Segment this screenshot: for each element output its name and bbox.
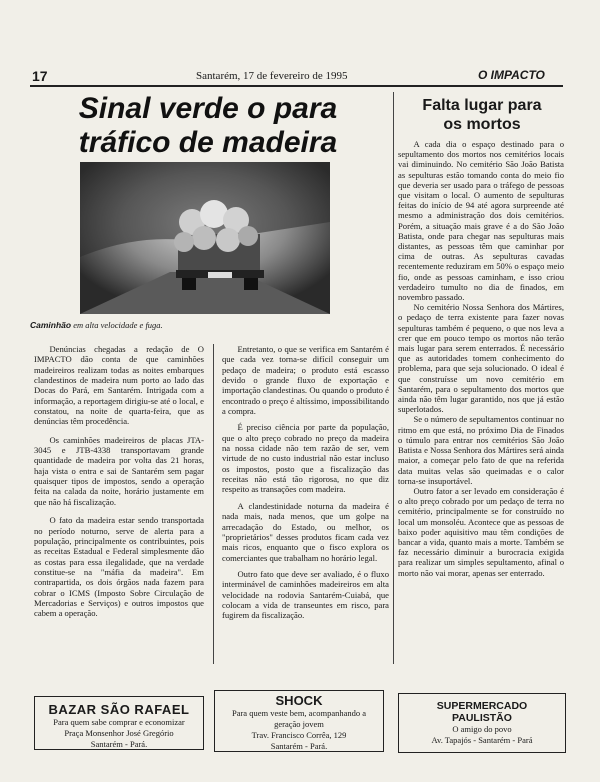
truck-photo (80, 162, 330, 314)
paragraph: Entretanto, o que se verifica em Santarém é que cada vez torna-se difícil conseguir um pedaço de madeira; o produto está escasso devido o grande fluxo de exportação e importação clandestinas. Ou quando o produto é encontrado o preço é altíssimo, impossibilitando a compra. (222, 344, 389, 417)
column-divider (393, 92, 394, 664)
ad-line: Para quem sabe comprar e economizar (53, 717, 185, 727)
side-headline (398, 96, 566, 134)
photo-caption-rest: em alta velocidade e fuga. (73, 320, 163, 330)
ad-line: Praça Monsenhor José Gregório (64, 728, 174, 738)
paragraph: Outro fato que deve ser avaliado, é o fluxo interminável de caminhões madeireiros em alta velocidade na rodovia Santarém-Cuiabá, que colocam a vida de transeuntes em risco, para fugirem da fiscalização. (222, 568, 389, 621)
paragraph: O fato da madeira estar sendo transportada no período noturno, serve de alerta para a população, principalmente os contribuintes, pois as receitas Estadual e Federal simplesmente dão as costas para essa ilegalidade, que na verdade constitue-se na "máfia da madeira". Em contrapartida, os dois órgãos nada fazem para cobrar o ICMS (Imposto Sobre Circulação de Mercadorias e Serviços) e outros impostos que cabem a operação. (34, 515, 204, 619)
dateline: Santarém, 17 de fevereiro de 1995 (196, 70, 348, 82)
main-headline-line1: Sinal verde o para (78, 92, 338, 125)
photo-caption-lead: Caminhão (30, 320, 72, 330)
ad-line: Trav. Francisco Corrêa, 129 (251, 730, 347, 740)
paragraph: Os caminhões madeireiros de placas JTA-3045 e JTB-4338 transportavam grande quantidade de madeira por volta das 21 horas, haja vista o entra e sai de Santarém sem pagar quaisquer tipos de impostos, sendo a operação feita na calada da noite, horário justamente em que não há fiscalização. (34, 434, 204, 507)
paragraph: A cada dia o espaço destinado para o sepultamento dos mortos nos cemitérios locais vai diminuindo. No cemitério São João Batista as sepulturas estão tomando conta do meio fio que deveria ser usado para o tráfego de pessoas que visitam o local. O aumento de sepulturas feitas do início de 94 até agora surpreende até mesmo a administração dos dois cemitérios. Porém, a situação mais grave é a do São João Batista, onde para chegar nas sepulturas mais distantes, as pessoas têm que caminhar por cima de outras. As sepulturas cavadas recentemente reduziram em 50% o espaço meio fio, onde as pessoas caminham, e isso criou verdadeiro tumulto no dia de finados, em novembro passado. (398, 139, 564, 303)
main-headline-line2: tráfico de madeira (78, 126, 338, 159)
paragraph: Denúncias chegadas a redação de O IMPACTO dão conta de que caminhões madeireiros realizam todas as noites embarques clandestinos de madeira num porto ao lado das Docas do Pará, em Santarém. Intrigada com a informação, a reportagem dirigiu-se até o local, e constatou, na noite de quarta-feira, que as denúncias têm procedência. (34, 344, 204, 427)
main-headline (48, 92, 368, 160)
ad-line: Para quem veste bem, acompanhando a (231, 708, 367, 718)
main-article-col1 (34, 344, 204, 619)
column-divider (213, 344, 214, 664)
ad-line: Santarém - Pará. (90, 739, 148, 749)
ad-line: Santarém - Pará. (270, 741, 328, 751)
paragraph: Outro fator a ser levado em consideração é o alto preço cobrado por um pedaço de terra no cemitério, principalmente se for construído no local um monsoléu. Acontece que as pessoas de baixo poder aquisitivo mau têm condições de bancar a vida, quanto mais a morte. Também se faz necessário diminuir a burocracia exigida para realizar um simples sepultamento, afinal o morto não vai morar, apenas ser enterrado. (398, 485, 564, 578)
truck-illustration (80, 162, 330, 314)
header-rule (30, 85, 563, 87)
ad-line: O amigo do povo (452, 724, 512, 734)
ad-shock (214, 690, 384, 752)
ad-line: Av. Tapajós - Santarém - Pará (431, 735, 533, 745)
side-headline-line1: Falta lugar para (422, 97, 542, 114)
ad-bazar-sao-rafael (34, 696, 204, 750)
ad-title-line2: PAULISTÃO (452, 712, 512, 724)
ad-line: geração jovem (274, 719, 324, 729)
side-article-body (398, 139, 564, 578)
ad-supermercado-paulistao (398, 693, 566, 753)
main-article-col2 (222, 344, 389, 621)
ad-title-line1: SUPERMERCADO (436, 700, 528, 712)
paragraph: É preciso ciência por parte da população, que o alto preço cobrado no preço da madeira na nossa cidade não tem razão de ser, vem virtude de no custo industrial não estar incluso os impostos, posto que a fiscalização das receitas não está tão rigorosa, no que diz respeito as transações com madeira. (222, 422, 389, 495)
paragraph: No cemitério Nossa Senhora dos Mártires, o pedaço de terra existente para fazer novas sepulturas também é pequeno, o que nos leva a crer que em pouco tempo os mortos não terão mais lugar para serem enterrados. É necessário que as autoridades tomem conhecimento do problema, para que seja solucionado. O ideal é que construísse um novo cemitério em Santarém, para o sepultamento dos mortos que ainda não têm lugar garantido, nos que já estão superlotados. (398, 302, 564, 415)
ad-title: SHOCK (275, 693, 323, 708)
photo-caption (30, 320, 163, 330)
paragraph: A clandestinidade noturna da madeira é nada mais, nada menos, que um golpe na arrecadação do Estado, ou melhor, os "proprietários" desses produtos ficam cada vez mais ricos, enquanto que o fisco explora os comerciantes que trabalham no horário legal. (222, 500, 389, 563)
page-number: 17 (32, 68, 48, 84)
paragraph: Se o número de sepultamentos continuar no ritmo em que está, no próximo Dia de Finados o túmulo para entrar nos cemitérios São João Batista e Nossa Senhora dos Mártires será ainda maior, a começar pelo fato de que na referida data muitas velas são queimadas e o calor torna-se insuportável. (398, 414, 564, 486)
ad-title: BAZAR SÃO RAFAEL (48, 702, 190, 717)
paper-name: O IMPACTO (478, 68, 545, 82)
side-headline-line2: os mortos (443, 116, 521, 133)
